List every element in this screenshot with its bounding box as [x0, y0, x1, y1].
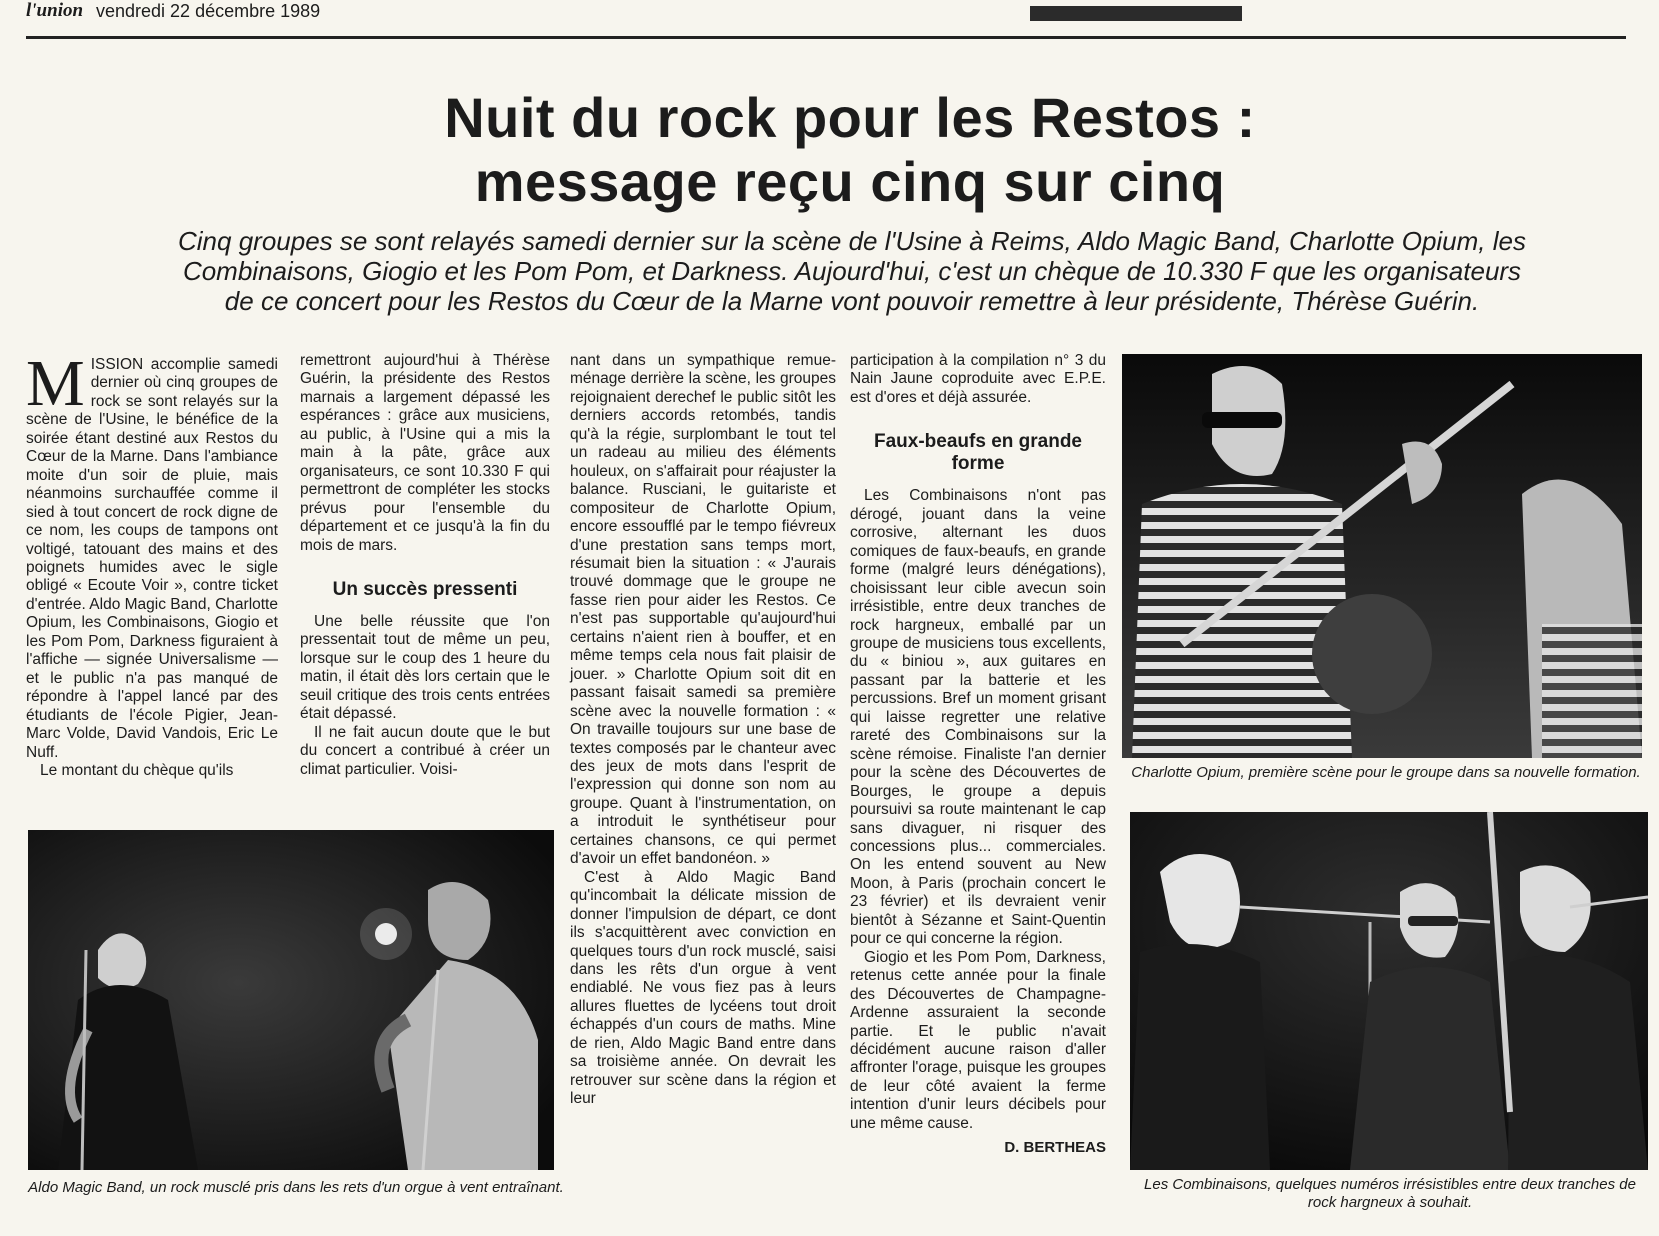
headline-line-1: Nuit du rock pour les Restos : [444, 86, 1256, 149]
newspaper-name: l'union [26, 0, 84, 21]
paragraph: remettront aujourd'hui à Thérèse Guérin, la présidente des Restos marnais a largement dépassé les espérances : grâce aux musiciens, au public, à l'Usine qui a mis la main à la pâte, grâce aux organisateurs, ce sont 10.330 F qui permettront de compléter les stocks prévus pour l'ensemble du département et ce jusqu'à la fin du mois de mars. [300, 352, 550, 554]
issue-date: vendredi 22 décembre 1989 [96, 1, 321, 21]
article-column-2 [300, 352, 550, 779]
article-column-3 [570, 352, 836, 1109]
paragraph: nant dans un sympathique remue-ménage derrière la scène, les groupes rejoignaient derechef le public sitôt les derniers accords retombés, tandis qu'à la régie, surplombant le tout tel un radeau au milieu des éléments houleux, on s'affairait pour réajuster la balance. Rusciani, le guitariste et compositeur de Charlotte Opium, encore essoufflé par le tempo fiévreux d'une prestation sans temps mort, résumait bien la situation : « J'aurais trouvé dommage que le groupe ne fasse rien pour aider les Restos. Ce n'est pas supportable qu'aujourd'hui certains n'aient rien à bouffer, et en même temps cela nous fait plaisir de jouer. » Charlotte Opium soit dit en passant faisait samedi sa première scène avec la nouvelle formation : « On travaille toujours sur une base de textes composés par le chanteur avec des jeux de mots dans l'esprit de l'expression qui donne son nom au groupe. Quant à l'instrumentation, on a introduit le synthétiseur pour certaines chansons, ce qui permet d'avoir un effet bandonéon. » [570, 352, 836, 868]
author-signature: D. BERTHEAS [1004, 1139, 1106, 1157]
photo-caption: Aldo Magic Band, un rock musclé pris dans les rets d'un orgue à vent entraînant. [28, 1179, 564, 1196]
paragraph: Giogio et les Pom Pom, Darkness, retenus cette année pour la finale des Découvertes de Champagne-Ardenne assuraient la seconde partie. Et le public n'avait décidément aucune raison d'aller affronter l'orage, puisque les groupes de leur côté avaient la ferme intention d'unir leurs décibels pour une même cause. [850, 948, 1106, 1132]
paragraph [26, 347, 278, 762]
headline-line-2: message reçu cinq sur cinq [474, 150, 1226, 213]
photo-charlotte-opium [1122, 354, 1642, 758]
header-rule [26, 36, 1626, 39]
paragraph: Une belle réussite que l'on pressentait tout de même un peu, lorsque sur le coup des 1 heure du matin, il était dès lors certain que le seuil critique des trois cents entrées était dépassé. [300, 612, 550, 723]
paragraph: participation à la compilation n° 3 du Nain Jaune coproduite avec E.P.E. est d'ores et déjà assurée. [850, 352, 1106, 406]
paragraph-text: ISSION accomplie samedi dernier où cinq groupes de rock se sont relayés sur la scène de l'Usine, le bénéfice de la soirée étant destiné aux Restos du Cœur de la Marne. Dans l'ambiance moite d'un soir de pluie, mais néanmoins surchauffée comme il sied à tout concert de rock digne de ce nom, les coups de tampons ont voltigé, tatouant des mains et des poignets humides avec le sigle obligé « Ecoute Voir », contre ticket d'entrée. Aldo Magic Band, Charlotte Opium, les Combinaisons, Giogio et les Pom Pom, Darkness figuraient à l'affiche — signée Universalisme — et le public n'a pas manqué de répondre à l'appel lancé par des étudiants de l'école Pigier, Jean-Marc Volde, David Vandois, Eric Le Nuff. [26, 356, 278, 761]
paragraph: Les Combinaisons n'ont pas dérogé, jouant dans la veine corrosive, alternant les duos comiques de faux-beaufs, en grande forme (malgré leurs dénégations), choisissant leur cible avecun soin irrésistible, entre deux tranches de rock hargneux, emballé par un groupe de musiciens tous excellents, du « biniou », aux guitares en passant par la batterie et les percussions. Bref un moment grisant qui laisse regretter une relative rareté des Combinaisons sur la scène rémoise. Finaliste l'an dernier pour la scène des Découvertes de Bourges, le groupe a depuis poursuivi sa route maintenant le cap sans divaguer, ni risquer des concessions plus... commerciales. On les entend souvent au New Moon, à Paris (prochain concert le 23 février) et ils devraient venir bientôt à Sézanne et Saint-Quentin pour ce qui concerne la région. [850, 487, 1106, 948]
headline [180, 86, 1520, 214]
article-column-1 [26, 347, 278, 780]
subheading: Faux-beaufs en grande forme [874, 431, 1082, 475]
paragraph: C'est à Aldo Magic Band qu'incombait la délicate mission de donner l'impulsion de départ, ce dont ils s'acquittèrent avec conviction en quelques tours d'un rock musclé, saisi dans les rêts d'un orgue à vent endiablé. Ne vous fiez pas à leurs allures fluettes de lycéens tout droit échappés d'un cours de maths. Mine de rien, Aldo Magic Band entre dans sa troisième année. On devrait les retrouver sur scène dans la région et leur [570, 868, 836, 1108]
standfirst: Cinq groupes se sont relayés samedi dernier sur la scène de l'Usine à Reims, Aldo Magic Band, Charlotte Opium, les Combinaisons, Giogio et les Pom Pom, et Darkness. Aujourd'hui, c'est un chèque de 10.330 F que les organisateurs de ce concert pour les Restos du Cœur de la Marne vont pouvoir remettre à leur présidente, Thérèse Guérin. [178, 226, 1526, 316]
photo-les-combinaisons [1130, 812, 1648, 1170]
paragraph: Il ne fait aucun doute que le but du concert a contribué à créer un climat particulier. Voisi- [300, 723, 550, 778]
subheading: Un succès pressenti [332, 578, 518, 600]
photo-caption: Les Combinaisons, quelques numéros irrésistibles entre deux tranches de rock hargneux à souhait. [1144, 1176, 1636, 1211]
masthead [26, 0, 1626, 40]
drop-cap: M [26, 347, 85, 420]
paragraph: Le montant du chèque qu'ils [40, 761, 234, 779]
article-column-4 [850, 352, 1106, 1158]
header-bar [1030, 6, 1242, 21]
photo-caption: Charlotte Opium, première scène pour le groupe dans sa nouvelle formation. [1131, 764, 1641, 781]
photo-aldo-magic-band [28, 830, 554, 1170]
